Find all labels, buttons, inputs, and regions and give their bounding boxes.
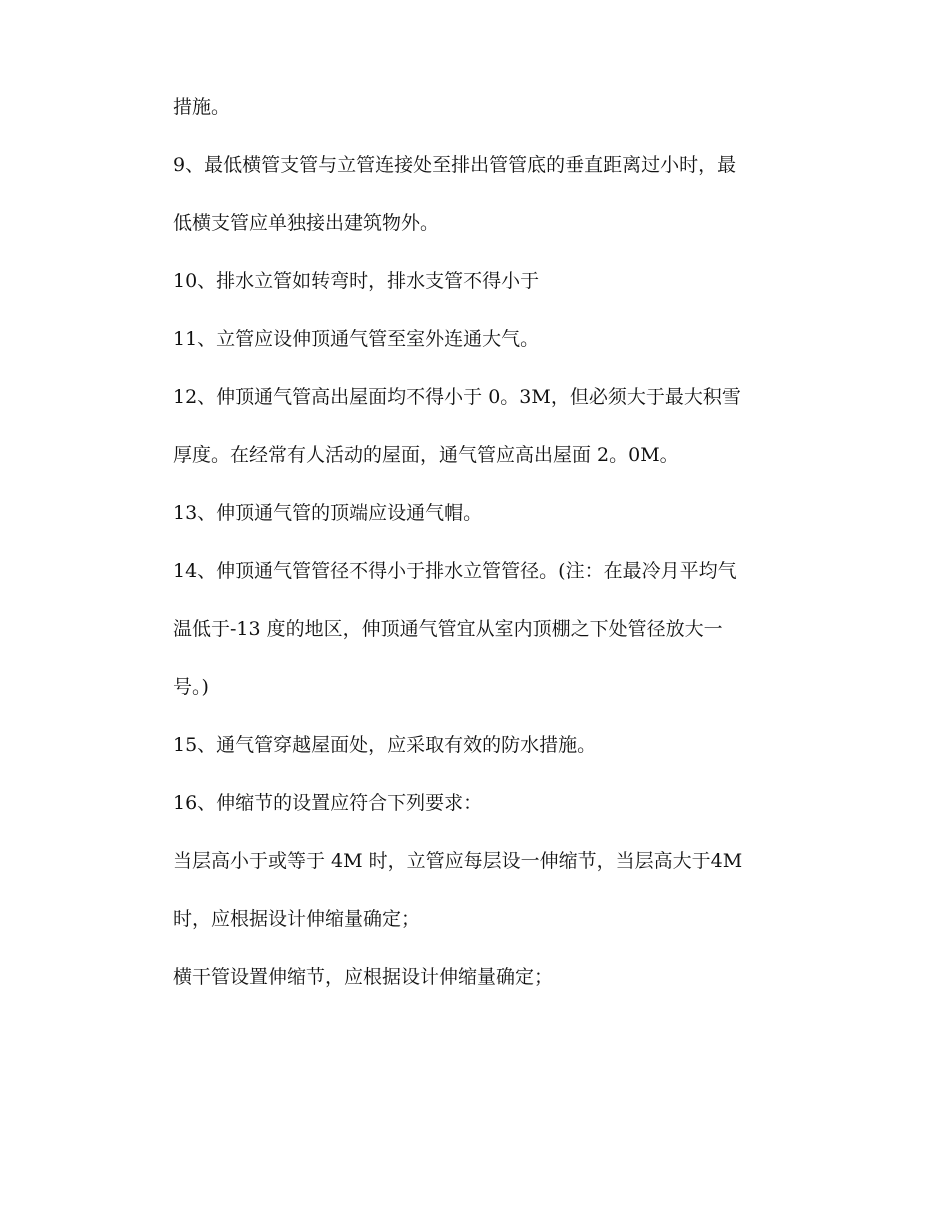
text-line: 措施。 [173,96,231,118]
text-line: 厚度。在经常有人活动的屋面，通气管应高出屋面 2。0M。 [173,444,679,466]
text-line: 9、最低横管支管与立管连接处至排出管管底的垂直距离过小时，最 [173,154,737,176]
text-line: 10、排水立管如转弯时，排水支管不得小于 [173,270,540,292]
text-line: 11、立管应设伸顶通气管至室外连通大气。 [173,328,540,350]
text-line: 号。) [173,676,209,698]
text-line: 13、伸顶通气管的顶端应设通气帽。 [173,502,483,524]
text-line: 当层高小于或等于 4M 时，立管应每层设一伸缩节，当层高大于4M [173,850,743,872]
text-line: 横干管设置伸缩节，应根据设计伸缩量确定； [173,966,554,988]
text-line: 16、伸缩节的设置应符合下列要求： [173,792,483,814]
text-line: 12、伸顶通气管高出屋面均不得小于 0。3M，但必须大于最大积雪 [173,386,741,408]
text-line: 时，应根据设计伸缩量确定； [173,908,421,930]
text-line: 14、伸顶通气管管径不得小于排水立管管径。(注：在最冷月平均气 [173,560,737,582]
text-line: 低横支管应单独接出建筑物外。 [173,212,440,234]
document-body [173,86,833,1014]
text-line: 温低于-13 度的地区，伸顶通气管宜从室内顶棚之下处管径放大一 [173,618,723,640]
text-line: 15、通气管穿越屋面处，应采取有效的防水措施。 [173,734,597,756]
